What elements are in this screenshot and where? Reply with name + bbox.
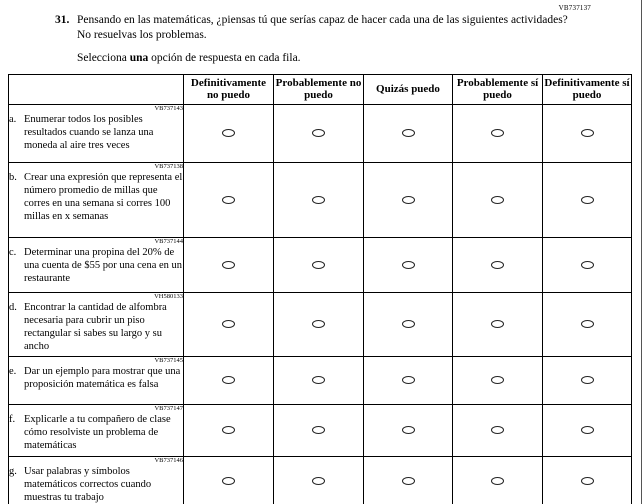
response-cell bbox=[364, 162, 453, 237]
response-cell bbox=[274, 456, 364, 504]
item-row bbox=[9, 456, 632, 504]
response-oval[interactable] bbox=[402, 320, 415, 328]
response-oval[interactable] bbox=[312, 129, 325, 137]
item-label-cell bbox=[9, 237, 184, 292]
response-oval[interactable] bbox=[402, 261, 415, 269]
response-oval[interactable] bbox=[402, 129, 415, 137]
response-cell bbox=[274, 104, 364, 162]
item-label-cell bbox=[9, 162, 184, 237]
column-header: Definitivamente sí puedo bbox=[543, 74, 632, 104]
response-oval[interactable] bbox=[312, 261, 325, 269]
response-cell bbox=[453, 237, 543, 292]
response-oval[interactable] bbox=[222, 320, 235, 328]
response-cell bbox=[543, 356, 632, 404]
response-oval[interactable] bbox=[491, 196, 504, 204]
question-text: Pensando en las matemáticas, ¿piensas tú que serías capaz de hacer cada una de las siguientes actividades? No resuelvas los problemas. bbox=[77, 14, 568, 41]
response-oval[interactable] bbox=[491, 261, 504, 269]
header-row bbox=[9, 74, 632, 104]
column-header: Probablemente no puedo bbox=[274, 74, 364, 104]
response-oval[interactable] bbox=[581, 129, 594, 137]
item-row bbox=[9, 104, 632, 162]
response-oval[interactable] bbox=[402, 376, 415, 384]
item-letter: f. bbox=[9, 413, 16, 425]
response-cell bbox=[274, 356, 364, 404]
response-cell bbox=[453, 356, 543, 404]
response-oval[interactable] bbox=[491, 129, 504, 137]
response-oval[interactable] bbox=[402, 196, 415, 204]
item-label-cell bbox=[9, 356, 184, 404]
item-text: Enumerar todos los posibles resultados cuando se lanza una moneda al aire tres veces bbox=[24, 113, 154, 152]
response-cell bbox=[453, 404, 543, 456]
response-oval[interactable] bbox=[491, 477, 504, 485]
item-label-cell bbox=[9, 404, 184, 456]
item-code: VB737138 bbox=[154, 162, 183, 170]
response-cell bbox=[364, 292, 453, 356]
response-cell bbox=[184, 356, 274, 404]
response-oval[interactable] bbox=[312, 196, 325, 204]
item-text: Usar palabras y símbolos matemáticos correctos cuando muestras tu trabajo bbox=[24, 465, 152, 504]
question-block bbox=[55, 13, 580, 66]
response-oval[interactable] bbox=[491, 426, 504, 434]
response-oval[interactable] bbox=[581, 196, 594, 204]
item-label bbox=[9, 465, 183, 504]
question-instruction bbox=[77, 51, 580, 66]
response-cell bbox=[274, 404, 364, 456]
item-letter: a. bbox=[9, 113, 17, 125]
response-cell bbox=[453, 292, 543, 356]
response-cell bbox=[184, 104, 274, 162]
response-oval[interactable] bbox=[491, 376, 504, 384]
response-oval[interactable] bbox=[581, 261, 594, 269]
response-oval[interactable] bbox=[222, 376, 235, 384]
item-label-cell bbox=[9, 456, 184, 504]
column-header: Definitivamente no puedo bbox=[184, 74, 274, 104]
response-cell bbox=[184, 237, 274, 292]
item-code: VB737144 bbox=[154, 237, 183, 245]
response-cell bbox=[543, 162, 632, 237]
item-code: VB737145 bbox=[154, 356, 183, 364]
instruction-suffix: opción de respuesta en cada fila. bbox=[148, 51, 301, 64]
response-cell bbox=[543, 292, 632, 356]
response-cell bbox=[364, 404, 453, 456]
item-row bbox=[9, 162, 632, 237]
response-cell bbox=[543, 404, 632, 456]
response-oval[interactable] bbox=[581, 376, 594, 384]
response-oval[interactable] bbox=[222, 129, 235, 137]
response-oval[interactable] bbox=[312, 376, 325, 384]
response-cell bbox=[274, 292, 364, 356]
response-cell bbox=[364, 456, 453, 504]
item-code: VB737147 bbox=[154, 404, 183, 412]
item-letter: e. bbox=[9, 365, 17, 377]
item-label bbox=[9, 365, 183, 391]
item-code: VH580133 bbox=[154, 292, 183, 300]
response-oval[interactable] bbox=[491, 320, 504, 328]
question-number: 31. bbox=[55, 14, 70, 26]
response-oval[interactable] bbox=[222, 426, 235, 434]
item-row bbox=[9, 404, 632, 456]
response-cell bbox=[543, 104, 632, 162]
item-text: Encontrar la cantidad de alfombra necesaria para cubrir un piso rectangular si sabes su largo y su ancho bbox=[24, 301, 167, 353]
item-letter: c. bbox=[9, 246, 17, 258]
response-oval[interactable] bbox=[581, 477, 594, 485]
item-code: VB737146 bbox=[154, 456, 183, 464]
column-header: Probablemente sí puedo bbox=[453, 74, 543, 104]
response-cell bbox=[453, 162, 543, 237]
response-cell bbox=[364, 356, 453, 404]
response-cell bbox=[184, 162, 274, 237]
instruction-prefix: Selecciona bbox=[77, 51, 130, 64]
response-cell bbox=[274, 237, 364, 292]
item-row bbox=[9, 292, 632, 356]
column-header: Quizás puedo bbox=[364, 74, 453, 104]
item-letter: g. bbox=[9, 465, 17, 477]
instruction-bold: una bbox=[129, 51, 149, 64]
item-label bbox=[9, 301, 183, 354]
header-blank-cell bbox=[9, 74, 184, 104]
response-oval[interactable] bbox=[312, 426, 325, 434]
response-cell bbox=[184, 404, 274, 456]
response-oval[interactable] bbox=[581, 320, 594, 328]
item-row bbox=[9, 356, 632, 404]
response-cell bbox=[453, 104, 543, 162]
response-cell bbox=[453, 456, 543, 504]
item-label bbox=[9, 413, 183, 452]
item-text: Explicarle a tu compañero de clase cómo resolviste un problema de matemáticas bbox=[24, 413, 171, 452]
response-cell bbox=[543, 456, 632, 504]
form-code: VB737137 bbox=[558, 4, 591, 12]
item-letter: b. bbox=[9, 171, 17, 183]
item-letter: d. bbox=[9, 301, 17, 313]
response-cell bbox=[364, 104, 453, 162]
item-text: Crear una expresión que representa el número promedio de millas que corres en una semana si corres 100 millas en x semanas bbox=[24, 171, 183, 223]
question-text-block bbox=[77, 13, 580, 66]
response-oval[interactable] bbox=[312, 320, 325, 328]
response-oval[interactable] bbox=[222, 477, 235, 485]
item-label bbox=[9, 113, 183, 152]
response-oval[interactable] bbox=[312, 477, 325, 485]
response-oval[interactable] bbox=[222, 196, 235, 204]
item-label bbox=[9, 246, 183, 285]
response-table bbox=[8, 74, 632, 504]
item-text: Dar un ejemplo para mostrar que una proposición matemática es falsa bbox=[24, 365, 181, 391]
response-cell bbox=[543, 237, 632, 292]
response-oval[interactable] bbox=[581, 426, 594, 434]
response-oval[interactable] bbox=[222, 261, 235, 269]
response-cell bbox=[184, 292, 274, 356]
item-code: VB737143 bbox=[154, 104, 183, 112]
response-oval[interactable] bbox=[402, 477, 415, 485]
response-cell bbox=[274, 162, 364, 237]
response-cell bbox=[184, 456, 274, 504]
item-label-cell bbox=[9, 292, 184, 356]
item-label bbox=[9, 171, 183, 224]
response-cell bbox=[364, 237, 453, 292]
response-oval[interactable] bbox=[402, 426, 415, 434]
item-text: Determinar una propina del 20% de una cuenta de $55 por una cena en un restaurante bbox=[24, 246, 183, 285]
item-label-cell bbox=[9, 104, 184, 162]
item-row bbox=[9, 237, 632, 292]
